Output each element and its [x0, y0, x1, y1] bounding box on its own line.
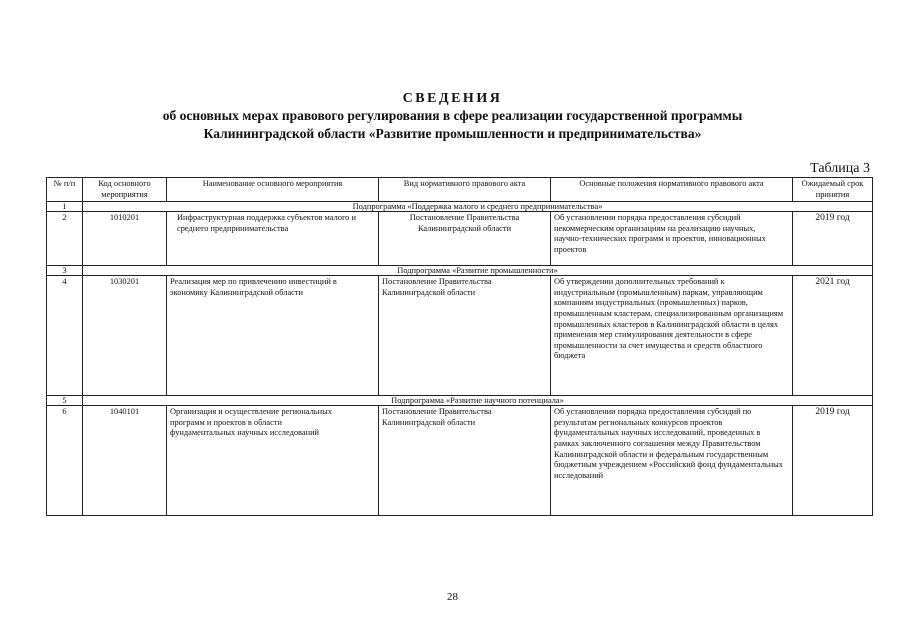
act-provisions: Об установлении порядка предоставления субсидий некоммерческим организациям на реализацию научных, научно-технических программ и проектов, инновационных проектов: [551, 212, 793, 266]
row-number: 6: [47, 406, 83, 516]
column-header-code: Код основного мероприятия: [83, 178, 167, 202]
act-type: Постановление Правительства Калининградской области: [379, 406, 551, 516]
document-subtitle-line1: об основных мерах правового регулирования в сфере реализации государственной программы: [162, 108, 743, 123]
subprogram-row: [47, 202, 873, 212]
subprogram-row: [47, 396, 873, 406]
row-number: 3: [47, 266, 83, 276]
measure-code: 1030201: [83, 276, 167, 396]
table-row: [47, 276, 873, 396]
column-header-name: Наименование основного мероприятия: [167, 178, 379, 202]
column-header-act: Вид нормативного правового акта: [379, 178, 551, 202]
expected-term: 2019 год: [793, 212, 873, 266]
row-number: 1: [47, 202, 83, 212]
table-header-row: [47, 178, 873, 202]
row-number: 2: [47, 212, 83, 266]
subprogram-title: Подпрограмма «Развитие научного потенциала»: [83, 396, 873, 406]
column-header-provisions: Основные положения нормативного правового акта: [551, 178, 793, 202]
measure-name: Организация и осуществление региональных программ и проектов в области фундаментальных научных исследований: [167, 406, 379, 516]
row-number: 5: [47, 396, 83, 406]
act-provisions: Об утверждении дополнительных требований к индустриальным (промышленным) паркам, управляющим компаниям индустриальных (промышленных) парков, промышленным кластерам, специализированным организациям промышленных кластеров в Калининградской области в целях применения мер стимулирования деятельности в сфере промышленности за счет имущества и средств областного бюджета: [551, 276, 793, 396]
subprogram-title: Подпрограмма «Поддержка малого и среднего предпринимательства»: [83, 202, 873, 212]
column-header-term: Ожидаемый срок принятия: [793, 178, 873, 202]
subprogram-title: Подпрограмма «Развитие промышленности»: [83, 266, 873, 276]
document-title: СВЕДЕНИЯ: [402, 91, 503, 106]
act-type: Постановление Правительства Калининградской области: [379, 276, 551, 396]
act-type: Постановление Правительства Калининградской области: [379, 212, 551, 266]
document-subtitle-line2: Калининградской области «Развитие промышленности и предпринимательства»: [203, 126, 702, 141]
row-number: 4: [47, 276, 83, 396]
subprogram-row: [47, 266, 873, 276]
table-row: [47, 212, 873, 266]
measure-name: Инфраструктурная поддержка субъектов малого и среднего предпринимательства: [167, 212, 379, 266]
table-caption: Таблица 3: [810, 161, 870, 176]
expected-term: 2021 год: [793, 276, 873, 396]
measures-table: [46, 177, 873, 516]
measure-code: 1010201: [83, 212, 167, 266]
measure-code: 1040101: [83, 406, 167, 516]
measure-name: Реализация мер по привлечению инвестиций в экономику Калининградской области: [167, 276, 379, 396]
act-provisions: Об установлении порядка предоставления субсидий по результатам региональных конкурсов проектов фундаментальных научных исследований, проведенных в рамках заключенного соглашения между Правительством Калининградской области и федеральным государственным бюджетным учреждением «Российский фонд фундаментальных исследований: [551, 406, 793, 516]
table-row: [47, 406, 873, 516]
column-header-num: № п/п: [47, 178, 83, 202]
page-number: 28: [447, 591, 458, 603]
expected-term: 2019 год: [793, 406, 873, 516]
